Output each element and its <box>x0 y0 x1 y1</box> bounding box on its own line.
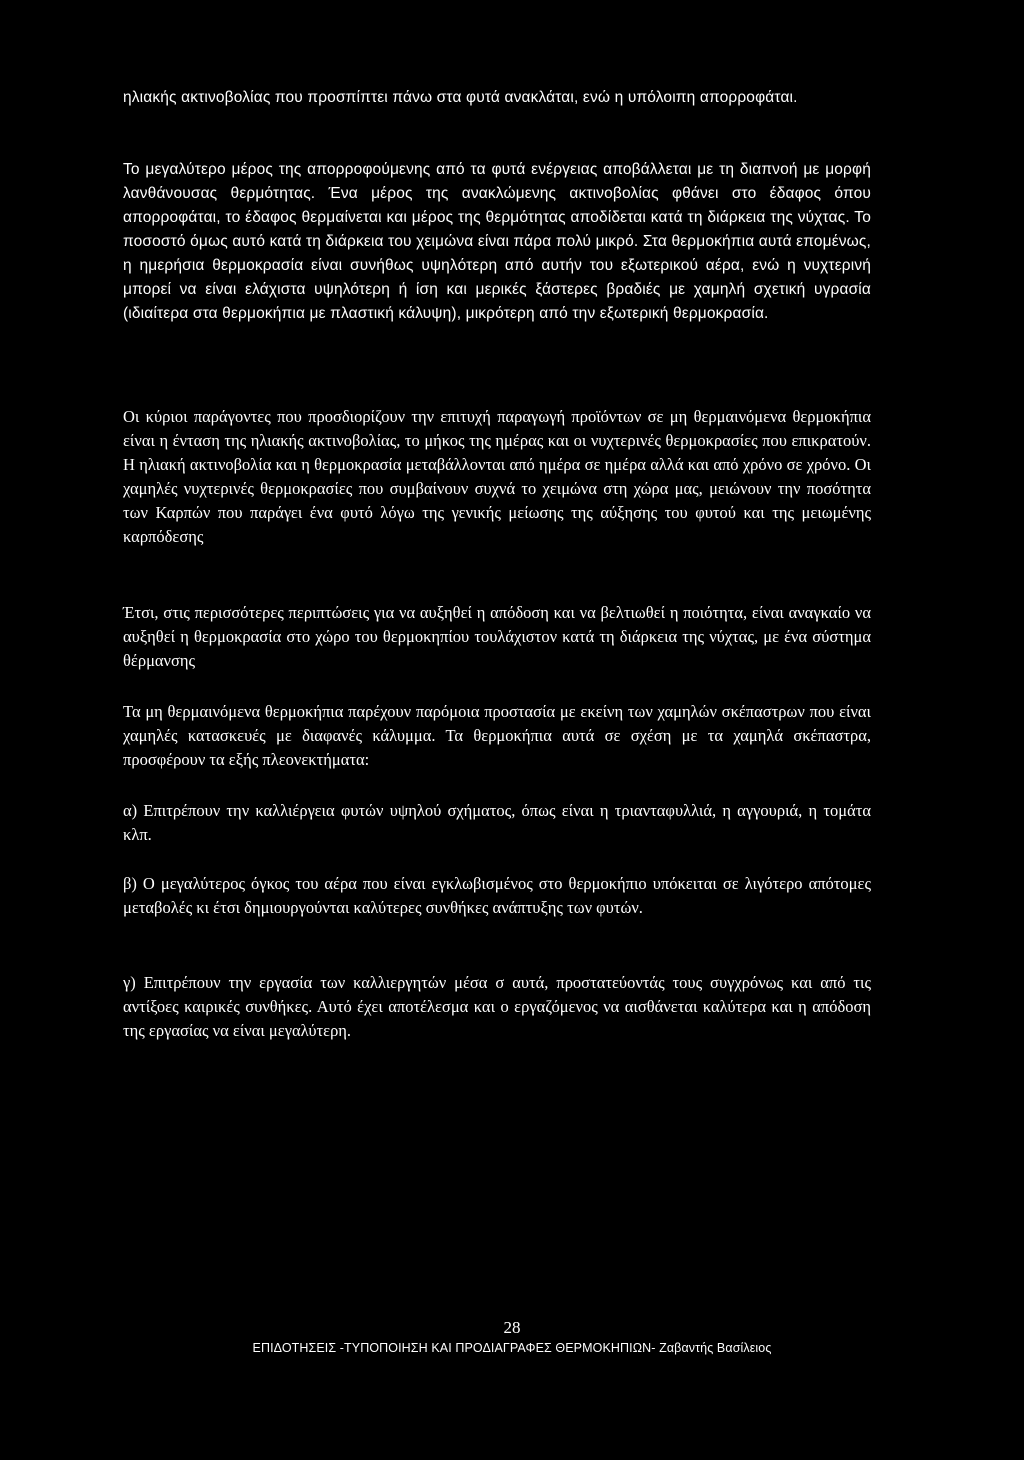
paragraph-3: Οι κύριοι παράγοντες που προσδιορίζουν την επιτυχή παραγωγή προϊόντων σε μη θερμαινόμενα θερμοκήπια είναι η ένταση της ηλιακής ακτινοβολίας, το μήκος της ημέρας και οι νυχτερινές θερμοκρασίες που επικρατούν. Η ηλιακή ακτινοβολία και η θερμοκρασία μεταβάλλονται από ημέρα σε ημέρα αλλά και από χρόνο σε χρόνο. Οι χαμηλές νυχτερινές θερμοκρασίες που συμβαίνουν συχνά το χειμώνα στη χώρα μας, μειώνουν την ποσότητα των Καρπών που παράγει ένα φυτό λόγω της γενικής μείωσης της αύξησης του φυτού και της μειωμένης καρπόδεσης <box>123 407 871 546</box>
footer-title: ΕΠΙΔΟΤΗΣΕΙΣ -ΤΥΠΟΠΟΙΗΣΗ ΚΑΙ ΠΡΟΔΙΑΓΡΑΦΕΣ ΘΕΡΜΟΚΗΠΙΩΝ- Ζαβαντής Βασίλειος <box>252 1341 772 1355</box>
paragraph-2: Το μεγαλύτερο μέρος της απορροφούμενης από τα φυτά ενέργειας αποβάλλεται με τη διαπνοή με μορφή λανθάνουσας θερμότητας. Ένα μέρος της ανακλώμενης ακτινοβολίας φθάνει στο έδαφος όπου απορροφάται, το έδαφος θερμαίνεται και μέρος της θερμότητας αποδίδεται κατά τη διάρκεια της νύχτας. Το ποσοστό όμως αυτό κατά τη διάρκεια του χειμώνα είναι πάρα πολύ μικρό. Στα θερμοκήπια αυτά επομένως, η ημερήσια θερμοκρασία είναι συνήθως υψηλότερη από αυτήν του εξωτερικού αέρα, ενώ η νυχτερινή μπορεί να είναι ελάχιστα υψηλότερη ή ίση και μερικές ξάστερες βραδιές με χαμηλή σχετική υγρασία (ιδιαίτερα στα θερμοκήπια με πλαστική κάλυψη), μικρότερη από την εξωτερική θερμοκρασία. <box>123 161 871 322</box>
list-item-a: α) Επιτρέπουν την καλλιέργεια φυτών υψηλού σχήματος, όπως είναι η τριανταφυλλιά, η αγγουριά, η τομάτα κλπ. <box>123 801 871 844</box>
paragraph-4: Έτσι, στις περισσότερες περιπτώσεις για να αυξηθεί η απόδοση και να βελτιωθεί η ποιότητα, είναι αναγκαίο να αυξηθεί η θερμοκρασία στο χώρο του θερμοκηπίου τουλάχιστον κατά τη διάρκεια της νύχτας, με ένα σύστημα θέρμανσης <box>123 603 871 670</box>
page-number: 28 <box>503 1318 521 1337</box>
paragraph-5: Τα μη θερμαινόμενα θερμοκήπια παρέχουν παρόμοια προστασία με εκείνη των χαμηλών σκέπαστρων που είναι χαμηλές κατασκευές με διαφανές κάλυμμα. Τα θερμοκήπια αυτά σε σχέση με τα χαμηλά σκέπαστρα, προσφέρουν τα εξής πλεονεκτήματα: <box>123 702 871 769</box>
list-item-c: γ) Επιτρέπουν την εργασία των καλλιεργητών μέσα σ αυτά, προστατεύοντάς τους συγχρόνως και από τις αντίξοες καιρικές συνθήκες. Αυτό έχει αποτέλεσμα και ο εργαζόμενος να αισθάνεται καλύτερα και η απόδοση της εργασίας να είναι μεγαλύτερη. <box>123 973 871 1040</box>
paragraph-1: ηλιακής ακτινοβολίας που προσπίπτει πάνω στα φυτά ανακλάται, ενώ η υπόλοιπη απορροφάται. <box>123 89 798 106</box>
list-item-b: β) Ο μεγαλύτερος όγκος του αέρα που είναι εγκλωβισμένος στο θερμοκήπιο υπόκειται σε λιγότερο απότομες μεταβολές κι έτσι δημιουργούνται καλύτερες συνθήκες ανάπτυξης των φυτών. <box>123 874 871 917</box>
